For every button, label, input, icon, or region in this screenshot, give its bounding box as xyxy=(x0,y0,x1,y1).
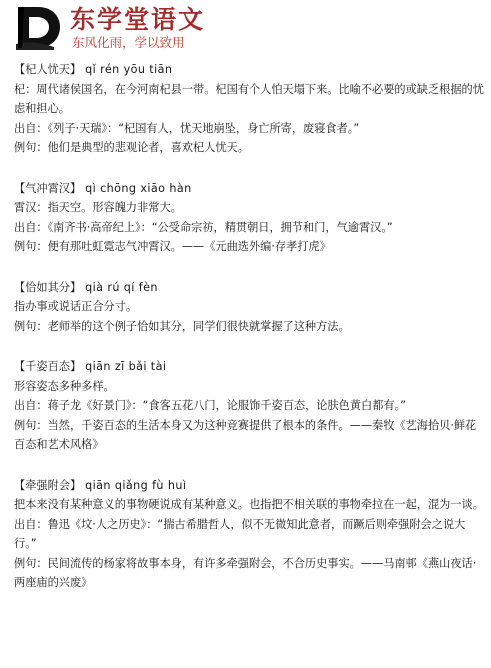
idiom-list xyxy=(14,60,484,614)
idiom-example: 例句：民间流传的杨家将故事本身，有许多牵强附会，不合历史事实。——马南邨《燕山夜话·两座庙的兴废》 xyxy=(14,556,477,589)
idiom-source: 出自：《列子·天瑞》：“杞国有人，忧天地崩坠，身亡所寄，废寝食者。” xyxy=(14,121,360,135)
idiom-title: 【气冲霄汉】 xyxy=(14,181,82,195)
idiom-meaning: 杞：周代诸侯国名，在今河南杞县一带。杞国有个人怕天塌下来。比喻不必要的或缺乏根据的忧虑和担心。 xyxy=(14,82,484,115)
idiom-pinyin: qià rú qí fèn xyxy=(85,280,158,294)
idiom-pinyin: qǐ rén yōu tiān xyxy=(85,63,173,76)
idiom-pinyin: qiān zī bǎi tài xyxy=(85,360,167,373)
brush-d-logo-icon xyxy=(14,4,62,50)
idiom-meaning: 霄汉：指天空。形容魄力非常大。 xyxy=(14,201,182,214)
idiom-entry xyxy=(14,60,484,158)
idiom-heading xyxy=(14,179,484,199)
idiom-heading xyxy=(14,278,484,298)
site-header xyxy=(0,0,491,56)
idiom-pinyin: qì chōng xiāo hàn xyxy=(85,181,192,195)
idiom-meaning: 把本来没有某种意义的事物硬说成有某种意义。也指把不相关联的事物牵拉在一起，混为一谈。 xyxy=(14,498,484,511)
idiom-example: 例句：老师举的这个例子恰如其分，同学们很快就掌握了这种方法。 xyxy=(14,319,350,333)
idiom-pinyin: qiān qiǎng fù huì xyxy=(85,478,187,492)
idiom-source: 出自：《南齐书·高帝纪上》：“公受命宗祊，精贯朝日，拥节和门，气逾霄汉。” xyxy=(14,220,393,234)
idiom-entry xyxy=(14,476,484,593)
idiom-heading xyxy=(14,60,484,80)
brand-slogan: 东风化雨，学以致用 xyxy=(72,35,185,50)
idiom-example: 例句：当然，千姿百态的生活本身又为这种竞赛提供了根本的条件。——秦牧《艺海拾贝·鲜花百态和艺术风格》 xyxy=(14,418,477,451)
idiom-example: 例句：便有那吐虹霓志气冲霄汉。——《元曲选外编·存孝打虎》 xyxy=(14,240,331,253)
idiom-source: 出自：鲁迅《坟·人之历史》：“揣古希腊哲人，似不无微知此意者，而蹶后则牵强附会之说大行。” xyxy=(14,517,466,550)
idiom-source: 出自：蒋子龙《好景门》：“食客五花八门，论服饰千姿百态，论肤色黄白都有。” xyxy=(14,399,406,412)
idiom-example: 例句：他们是典型的悲观论者，喜欢杞人忧天。 xyxy=(14,141,249,154)
idiom-title: 【牵强附会】 xyxy=(14,478,82,492)
idiom-entry xyxy=(14,357,484,455)
idiom-heading xyxy=(14,357,484,377)
idiom-title: 【杞人忧天】 xyxy=(14,63,82,76)
idiom-meaning: 形容姿态多种多样。 xyxy=(14,379,115,393)
idiom-entry xyxy=(14,179,484,257)
idiom-entry xyxy=(14,278,484,337)
brand-title: 东学堂语文 xyxy=(70,5,206,34)
idiom-title: 【千姿百态】 xyxy=(14,360,82,373)
idiom-heading xyxy=(14,476,484,496)
idiom-title: 【恰如其分】 xyxy=(14,280,82,294)
idiom-meaning: 指办事或说话正合分寸。 xyxy=(14,300,138,313)
